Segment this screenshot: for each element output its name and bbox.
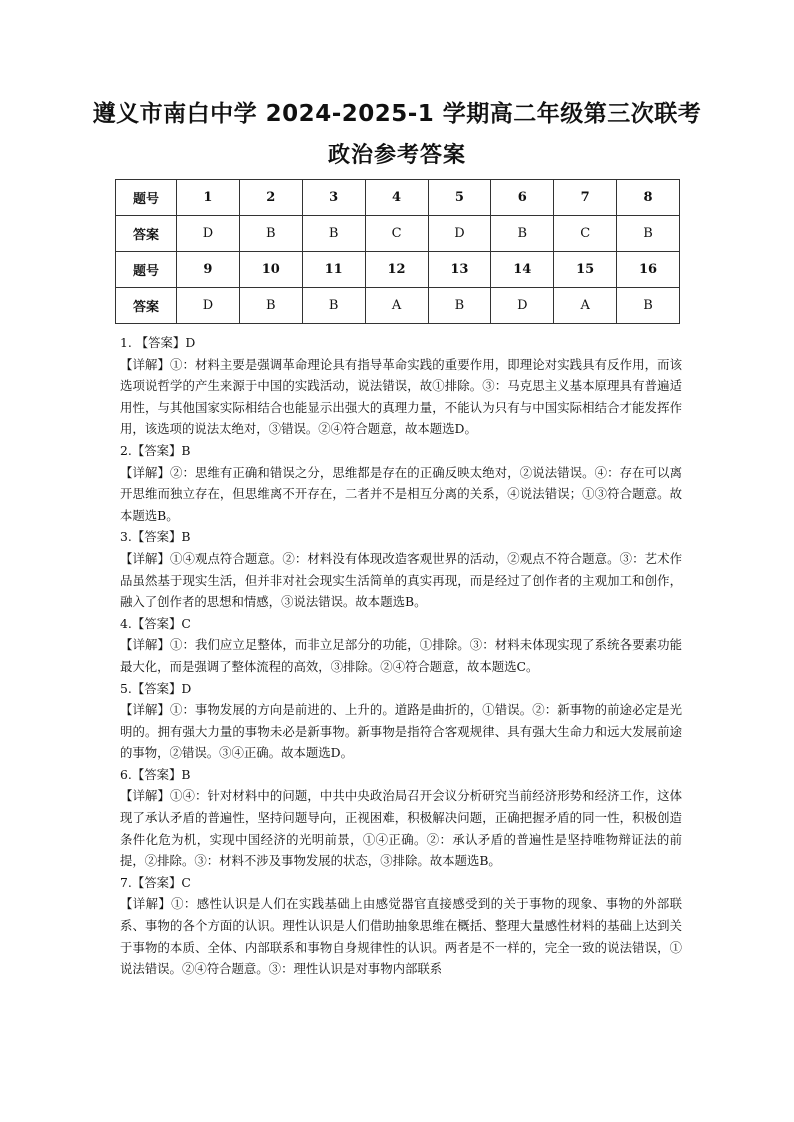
table-row — [116, 180, 680, 216]
table-cell: 15 — [554, 252, 617, 288]
table-cell: D — [428, 216, 491, 252]
table-cell: B — [491, 216, 554, 252]
answer-line: 2.【答案】B — [120, 442, 191, 458]
explanation-item — [120, 764, 682, 872]
table-row-header: 题号 — [116, 252, 177, 288]
table-row — [116, 288, 680, 324]
table-cell: 12 — [365, 252, 428, 288]
table-cell: D — [177, 216, 240, 252]
explanations-section — [120, 332, 682, 980]
table-row-header: 答案 — [116, 288, 177, 324]
table-cell: B — [302, 216, 365, 252]
table-cell: D — [177, 288, 240, 324]
table-cell: 4 — [365, 180, 428, 216]
answer-line: 4.【答案】C — [120, 615, 191, 631]
table-cell: 13 — [428, 252, 491, 288]
table-cell: D — [491, 288, 554, 324]
table-cell: 9 — [177, 252, 240, 288]
table-row-header: 题号 — [116, 180, 177, 216]
table-cell: A — [365, 288, 428, 324]
document-title: 遵义市南白中学 2024-2025-1 学期高二年级第三次联考 — [92, 101, 702, 127]
answer-line: 6.【答案】B — [120, 766, 191, 782]
table-cell: 2 — [239, 180, 302, 216]
explanation-detail: 【详解】①：事物发展的方向是前进的、上升的。道路是曲折的，①错误。②：新事物的前途必定是光明的。拥有强大力量的事物未必是新事物。新事物是指符合客观规律、具有强大生命力和远大发展前途的事物，②错误。③④正确。故本题选D。 — [120, 702, 682, 761]
table-cell: 10 — [239, 252, 302, 288]
explanation-detail: 【详解】①④观点符合题意。②：材料没有体现改造客观世界的活动，②观点不符合题意。③：艺术作品虽然基于现实生活，但并非对社会现实生活简单的真实再现，而是经过了创作者的主观加工和创作，融入了创作者的思想和情感，③说法错误。故本题选B。 — [120, 550, 682, 610]
answer-key-table — [115, 179, 680, 324]
answer-line: 7.【答案】C — [120, 874, 191, 890]
table-cell: B — [239, 216, 302, 252]
table-cell: C — [365, 216, 428, 252]
table-cell: 3 — [302, 180, 365, 216]
document-subtitle: 政治参考答案 — [327, 143, 466, 168]
table-cell: B — [617, 216, 680, 252]
explanation-detail: 【详解】②：思维有正确和错误之分，思维都是存在的正确反映太绝对，②说法错误。④：存在可以离开思维而独立存在，但思维离不开存在，二者并不是相互分离的关系，④说法错误；①③符合题意。故本题选B。 — [120, 464, 682, 523]
explanation-detail: 【详解】①：我们应立足整体，而非立足部分的功能，①排除。③：材料未体现实现了系统各要素功能最大化，而是强调了整体流程的高效，③排除。②④符合题意，故本题选C。 — [120, 637, 682, 674]
table-cell: 11 — [302, 252, 365, 288]
explanation-detail: 【详解】①：感性认识是人们在实践基础上由感觉器官直接感受到的关于事物的现象、事物的外部联系、事物的各个方面的认识。理性认识是人们借助抽象思维在概括、整理大量感性材料的基础上达到关于事物的本质、全体、内部联系和事物自身规律性的认识。两者是不一样的，完全一致的说法错误，①说法错误。②④符合题意。③：理性认识是对事物内部联系 — [120, 896, 682, 977]
table-cell: B — [428, 288, 491, 324]
table-row-header: 答案 — [116, 216, 177, 252]
table-cell: 7 — [554, 180, 617, 216]
explanation-detail: 【详解】①：材料主要是强调革命理论具有指导革命实践的重要作用，即理论对实践具有反作用，而该选项说哲学的产生来源于中国的实践活动，说法错误，故①排除。③：马克思主义基本原理具有普遍适用性，与其他国家实际相结合也能显示出强大的真理力量，不能认为只有与中国实际相结合才能发挥作用，该选项的说法太绝对，③错误。②④符合题意，故本题选D。 — [120, 356, 682, 437]
table-cell: B — [239, 288, 302, 324]
table-cell: 14 — [491, 252, 554, 288]
table-cell: 6 — [491, 180, 554, 216]
explanation-item — [120, 678, 682, 764]
table-row — [116, 252, 680, 288]
table-cell: 16 — [617, 252, 680, 288]
answer-line: 5.【答案】D — [120, 680, 192, 696]
table-cell: B — [302, 288, 365, 324]
table-row — [116, 216, 680, 252]
explanation-item — [120, 332, 682, 440]
explanation-detail: 【详解】①④：针对材料中的问题，中共中央政治局召开会议分析研究当前经济形势和经济工作，这体现了承认矛盾的普遍性，坚持问题导向，正视困难，积极解决问题，正确把握矛盾的同一性，积极创造条件化危为机，实现中国经济的光明前景，①④正确。②：承认矛盾的普遍性是坚持唯物辩证法的前提，②排除。③：材料不涉及事物发展的状态，③排除。故本题选B。 — [120, 788, 682, 869]
table-cell: B — [617, 288, 680, 324]
table-cell: C — [554, 216, 617, 252]
table-cell: 8 — [617, 180, 680, 216]
explanation-item — [120, 526, 682, 612]
explanation-item — [120, 613, 682, 678]
answer-line: 3.【答案】B — [120, 529, 191, 545]
table-cell: 1 — [177, 180, 240, 216]
explanation-item — [120, 872, 682, 980]
table-cell: A — [554, 288, 617, 324]
explanation-item — [120, 440, 682, 526]
answer-line: 1. 【答案】D — [120, 335, 196, 350]
table-cell: 5 — [428, 180, 491, 216]
